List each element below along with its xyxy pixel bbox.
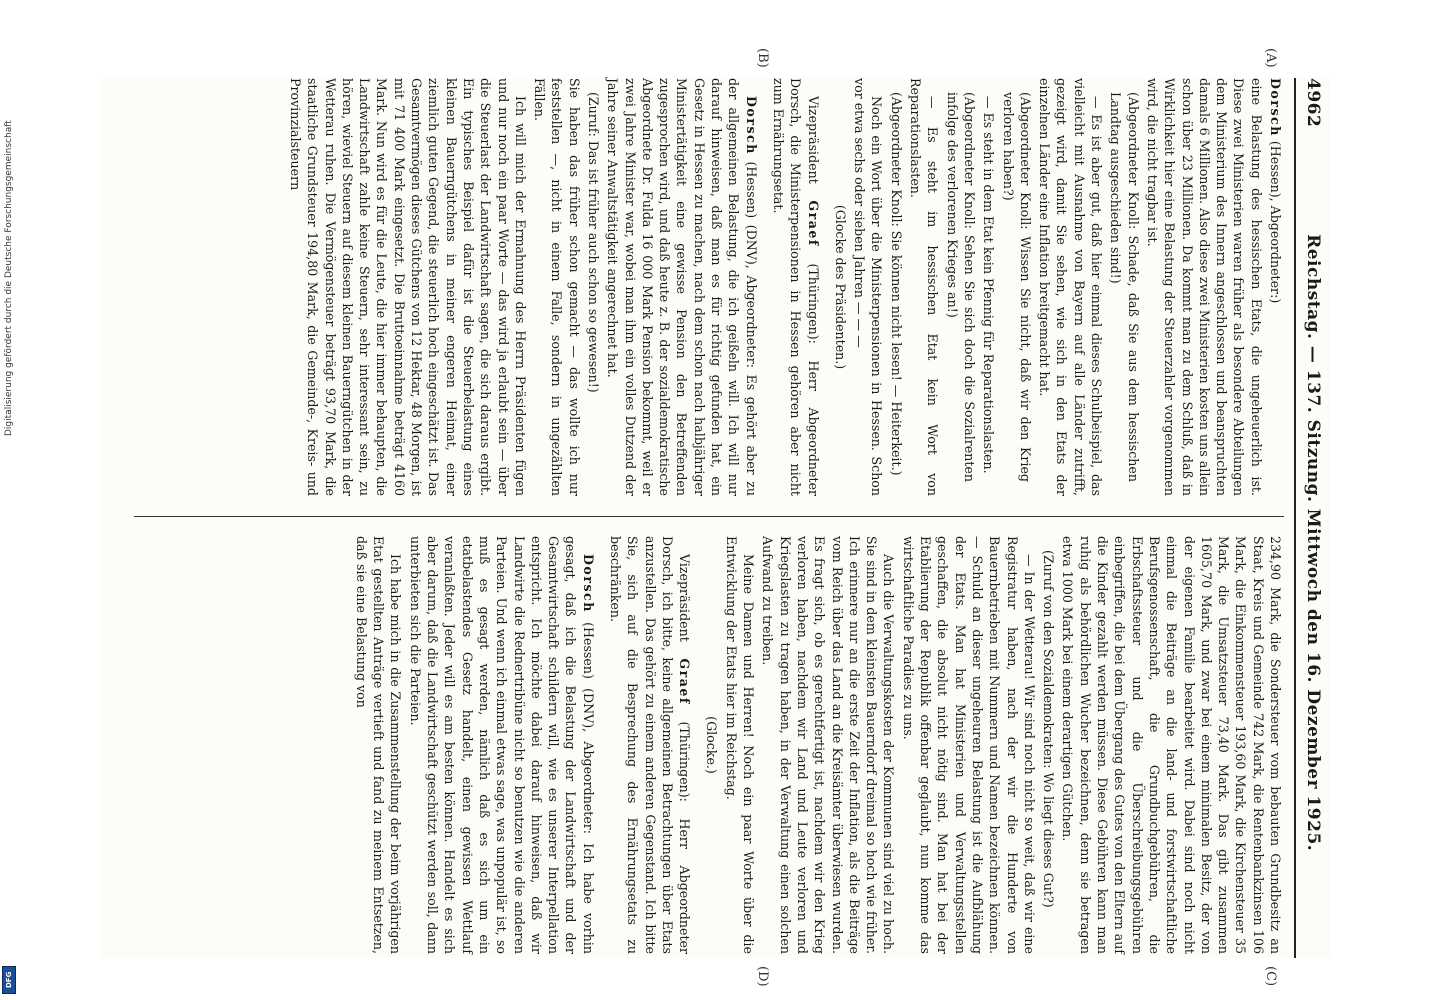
paragraph: — In der Wetterau! Wir sind noch nicht so weit, daß wir eine Registratur haben, nach der wir die Hunderte von Bauernbetrieben mit Nummern und Namen bezeichnen können. — Schuld an dieser ungeheuren Belastung ist die Aufblähung der Etats. Man hat Ministerien und Verwaltungsstellen geschaffen, die absolut nicht nötig sind. Man hat bei der Etablierung der Republik offenbar geglaubt, nun komme das wirtschaftliche Paradies zu uns.	[900, 536, 1037, 954]
paragraph: — Es steht im hessischen Etat kein Wort von Reparationslasten.	[908, 78, 941, 496]
paragraph: eine Belastung des hessischen Etats, die ungeheuerlich ist. Diese zwei Ministerien waren früher als besondere Abteilungen dem Ministerium des Innern angeschlossen und beanspruchten damals 6 Millionen. Also diese zwei Ministerien kosten uns allein schon über 23 Millionen. Da kommt man zu dem Schluß, daß in Wirklichkeit hier eine Belastung der Steuerzahler vorgenommen wird, die nicht tragbar ist.	[1144, 78, 1264, 496]
paragraph	[607, 536, 693, 954]
paragraph-text: (Thüringen): Herr Abgeordneter Dorsch, ich bitte, keine allgemeinen Betrachtungen über Etats anzustellen. Das gehört zu einem anderen Gegenstand. Ich bitte Sie, sich auf die Besprechung des Ernährungsetats zu beschränken.	[608, 536, 693, 954]
page-number: 4962	[1303, 78, 1323, 128]
margin-marker-a: (A)	[1263, 48, 1278, 68]
paragraph: Ich will mich der Ermahnung des Herrn Präsidenten fügen und nur noch ein paar Worte — das wird ja erlaubt sein — über die Steuerlast der Landwirtschaft sagen, die sich daraus ergibt. Ein typisches Beispiel dafür ist die Steuerbelastung eines kleinen Bauerngütchens in meiner engeren Heimat, einer ziemlich guten Gegend, die steuerlich hoch eingeschätzt ist. Das Gesamtvermögen dieses Gütchens von 12 Hektar, 48 Morgen, ist mit 71 400 Mark eingesetzt. Die Bruttoeinnahme beträgt 4160 Mark. Nun wird es für die Leute, die hier immer behaupten, die Landwirtschaft zahle keine Steuern, sehr interessant sein, zu hören, wieviel Steuern auf diesem kleinen Bauerngütchen in der Wetterau ruhen. Die Vermögensteuer beträgt 93,70 Mark, die staatliche Grundsteuer 194,80 Mark, die Gemeinde-, Kreis- und Provinzialsteuern	[287, 78, 528, 496]
left-column	[285, 78, 1284, 496]
paragraph: Meine Damen und Herren! Noch ein paar Worte über die Entwicklung der Etats hier im Reichstag.	[723, 536, 757, 954]
scanned-page	[100, 48, 1330, 987]
interjection: (Abgeordneter Knoll: Sie können nicht lesen! — Heiterkeit.)	[888, 92, 904, 476]
dfg-logo: DFG	[2, 966, 16, 994]
paragraph-text: (Hessen) (DNV), Abgeordneter: Es gehört aber zu der allgemeinen Belastung, die ich geißeln will. Ich will nur darauf hinweisen, daß man es für richtig gefunden hat, ein Gesetz in Hessen zu machen, nach dem schon nach halbjähriger Ministertätigkeit eine gewisse Pension den Betreffenden zugesprochen wird, und daß heute z. B. der sozialdemokratische Abgeordnete Dr. Fulda 16 000 Mark Pension bekommt, weil er zwei Jahre Minister war, wobei man ihm ein volles Dutzend der Jahre seiner Anwaltstätigkeit angerechnet hat.	[605, 78, 759, 496]
paragraph-text: (Thüringen): Herr Abgeordneter Dorsch, die Ministerpensionen in Hessen gehören aber nicht zum Ernährungsetat.	[770, 78, 821, 496]
page-header	[1294, 78, 1330, 958]
paragraph	[1267, 78, 1284, 496]
paragraph	[770, 78, 822, 496]
speaker-name: Dorsch	[743, 96, 759, 155]
digitization-note: Digitalisierung gefördert durch die Deutsche Forschungsgemeinschaft	[4, 120, 14, 436]
speaker-name: Graef	[677, 658, 693, 705]
right-column	[351, 536, 1284, 954]
rotated-content	[100, 48, 1330, 987]
interjection: (Abgeordneter Knoll: Sehen Sie sich doch die Sozialrenten infolge des verlorenen Krieges an!)	[944, 92, 977, 482]
paragraph	[406, 536, 596, 954]
speaker-name: Graef	[805, 200, 821, 247]
interjection: (Glocke.)	[704, 716, 720, 774]
interjection: (Abgeordneter Knoll: Wissen Sie nicht, daß wir den Krieg verloren haben?)	[1000, 92, 1033, 482]
paragraph-text: (Hessen) (DNV), Abgeordneter: Ich habe vorhin gesagt, daß ich die Belastung der Landwirtschaft und der Gesamtwirtschaft schildern will, wie es unserer Interpellation entspricht. Ich möchte dabei darauf hinweisen, daß wir Landwirte die Rednertribüne nicht so benutzen wie die anderen Parteien. Und wenn ich einmal etwas sage, was unpopulär ist, so muß es gesagt werden, nämlich daß es sich um ein etatbelastendes Gesetz handelt, einen gewissen Wettlauf veranlaßten. Jeder will es am besten können. Handelt es sich aber darum, daß die Landwirtschaft geschützt werden soll, dann unterbieten sich die Parteien.	[407, 536, 596, 954]
paragraph: — Es ist aber gut, daß hier einmal dieses Schulbeispiel, das vielleicht mit Ausnahme von Bayern auf alle Länder zutrifft, gezeigt wird, damit Sie sehen, wie sich in den Etats der einzelnen Länder eine Inflation breitgemacht hat.	[1037, 78, 1105, 496]
interjection: (Glocke des Präsidenten.)	[832, 204, 848, 370]
title-prefix: Vizepräsident	[805, 96, 821, 184]
page-title: Reichstag. — 137. Sitzung. Mittwoch den 16. Dezember 1925.	[1303, 234, 1323, 852]
interjection: (Abgeordneter Knoll: Schade, daß Sie aus dem hessischen Landtag ausgeschieden sind!)	[1108, 92, 1141, 482]
speaker-name: Dorsch	[580, 554, 596, 613]
paragraph	[604, 78, 760, 496]
paragraph: Sie haben das früher schon gemacht — das wollte ich nur feststellen —, nicht in einem Falle, sondern in ungezählten Fällen.	[532, 78, 582, 496]
speaker-name: Dorsch	[1268, 78, 1283, 137]
paragraph: Noch ein Wort über die Ministerpensionen in Hessen. Schon vor etwa sechs oder sieben Jahren — — —	[852, 78, 885, 496]
paragraph-text: (Hessen), Abgeordneter:)	[1268, 140, 1283, 304]
column-rule	[134, 516, 1284, 517]
interjection: (Zuruf: Das ist früher auch schon so gewesen!)	[586, 92, 602, 393]
paragraph: — Es steht in dem Etat kein Pfennig für Reparationslasten.	[981, 96, 997, 474]
margin-marker-d: (D)	[755, 966, 770, 987]
margin-marker-b: (B)	[755, 48, 770, 68]
paragraph: Auch die Verwaltungskosten der Kommunen sind viel zu hoch. Sie sind in dem kleinsten Bauerndorf dreimal so hoch wie früher. Ich erinnere nur an die erste Zeit der Inflation, als die Beiträge vom Reich über das Land an die Kreisämter überwiesen wurden. Es fragt sich, ob es gerechtfertigt ist, nachdem wir den Krieg verloren haben, nachdem wir Land und Leute verloren und Kriegslasten zu tragen haben, in der Verwaltung einen solchen Aufwand zu treiben.	[760, 536, 897, 954]
paragraph: 234,90 Mark, die Sondersteuer vom bebauten Grundbesitz an Staat, Kreis und Gemeinde 742 Mark, die Rentenbankzinsen 106 Mark, die Einkommensteuer 193,60 Mark, die Kirchensteuer 35 Mark, die Umsatzsteuer 73,40 Mark. Das gibt zusammen 1605,70 Mark, und zwar bei einem minimalen Besitz, der von der eigenen Familie bearbeitet wird. Dabei sind noch nicht einmal die Beiträge an die land- und forstwirtschaftliche Berufsgenossenschaft, die Grundbuchgebühren, die Erbschaftssteuer und die Überschreibungsgebühren einbegriffen, die bei dem Übergang des Gutes von den Eltern auf die Kinder gezahlt werden müssen. Diese Gebühren kann man ruhig als behördlichen Wucher bezeichnen, denn sie betragen etwa 1000 Mark bei einem derartigen Gütchen.	[1060, 536, 1283, 954]
interjection: (Zuruf von den Sozialdemokraten: Wo liegt dieses Gut?)	[1041, 550, 1057, 908]
margin-marker-c: (C)	[1263, 966, 1278, 987]
paragraph: Ich habe mich in die Zusammenstellung der beim vorjährigen Etat gestellten Anträge vertieft und fand zu meinem Entsetzen, daß sie eine Belastung von	[353, 536, 404, 954]
title-prefix: Vizepräsident	[677, 554, 693, 642]
